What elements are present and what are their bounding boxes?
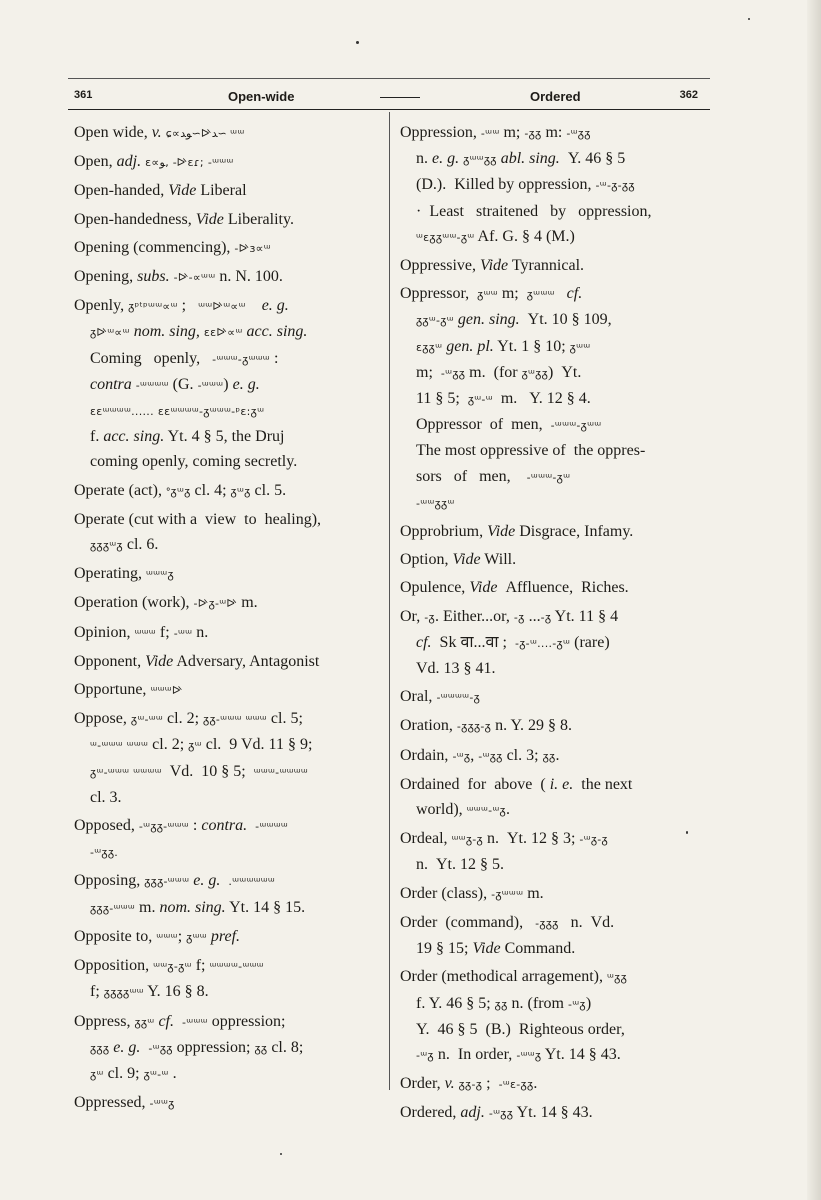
entry-continuation: Y. 46 § 5 (B.) Righteous order, [416,1020,625,1038]
running-header [68,86,710,108]
dictionary-entry [74,706,380,810]
entry-headline: Oral, -ᵚᵚᵚᵚ-ᵹ [400,688,481,706]
entry-continuation: m; -ᵚᵹᵹ m. (for ᵹᵚᵹᵹ) Yt. [416,363,582,381]
header-rule [68,109,710,110]
entry-continuation: -ᵚᵹᵹ. [90,846,119,860]
dictionary-entry [400,881,710,907]
entry-continuation: ᵹᵹᵹᵚᵹ cl. 6. [90,536,159,554]
entry-headline: Opposition, ᵚᵚᵹ-ᵹᵚ f; ᵚᵚᵚᵚ-ᵚᵚᵚ [74,957,264,975]
entry-headline: Operate (cut with a view to healing), [74,510,322,528]
print-speck [686,831,688,834]
dictionary-entry [400,120,710,250]
dictionary-entry [74,561,380,587]
entry-continuation: ɛɛᵚᵚᵚᵚ...... ɛɛᵚᵚᵚᵚ-ᵹᵚᵚᵚ-ᵖɛ:ᵹᵚ [90,405,265,419]
dictionary-entry [74,590,380,616]
entry-continuation: n. e. g. ᵹᵚᵚᵹᵹ abl. sing. Y. 46 § 5 [416,150,626,168]
top-rule [68,78,710,79]
entry-headline: Opposed, -ᵚᵹᵹ-ᵚᵚᵚ : contra. -ᵚᵚᵚᵚ [74,817,289,835]
dictionary-entry [400,547,710,572]
guide-word-left: Open-wide [228,89,295,104]
dictionary-entry [400,281,710,516]
entry-continuation: ᵹᵹᵹ-ᵚᵚᵚ m. nom. sing. Yt. 14 § 15. [90,898,306,916]
dictionary-entry [400,826,710,877]
entry-continuation: Coming openly, -ᵚᵚᵚ-ᵹᵚᵚᵚ : [90,349,279,367]
dictionary-entry [400,604,710,682]
entry-continuation: The most oppressive of the oppres- [416,442,646,460]
entry-continuation: ᵚ-ᵚᵚᵚ ᵚᵚᵚ cl. 2; ᵹᵚ cl. 9 Vd. 11 § 9; [90,736,313,754]
entry-continuation: ᵹᐭᵚ∝ᵚ nom. sing, ɛɛᐭ∝ᵚ acc. sing. [90,323,308,341]
dictionary-entry [74,293,380,474]
dictionary-entry [74,264,380,290]
entry-headline: Open-handed, Vide Liberal [74,182,247,200]
entry-headline: Or, -ᵹ. Either...or, -ᵹ ...-ᵹ Yt. 11 § 4 [400,607,619,625]
entry-continuation: ᵹᵹᵚ-ᵹᵚ gen. sing. Yt. 10 § 109, [416,311,612,329]
header-dash [380,97,420,98]
page-number-right: 362 [679,89,698,101]
entry-continuation: 19 § 15; Vide Command. [416,940,576,958]
entry-continuation: ᵹᵚ-ᵚᵚᵚ ᵚᵚᵚᵚ Vd. 10 § 5; ᵚᵚᵚ-ᵚᵚᵚᵚ [90,762,309,780]
entry-headline: Opening (commencing), -ᐭɜ∝ᵚ [74,238,271,256]
entry-continuation: 11 § 5; ᵹᵚ-ᵚ m. Y. 12 § 4. [416,390,591,408]
print-speck [356,41,359,44]
column-divider [389,112,390,1090]
entry-headline: Operating, ᵚᵚᵚᵹ [74,565,174,583]
entry-headline: Opposing, ᵹᵹᵹ-ᵚᵚᵚ e. g. .ᵚᵚᵚᵚᵚᵚ [74,872,276,890]
entry-continuation: world), ᵚᵚᵚ-ᵚᵹ. [416,801,510,819]
entry-headline: Opulence, Vide Affluence, Riches. [400,579,629,597]
dictionary-entry [74,478,380,504]
entry-headline: Open wide, v. ɕ∝ﻮﺪ∽ᐭﺪ∽ ᵚᵚ [74,124,245,141]
dictionary-entry [74,235,380,261]
entry-headline: Opportune, ᵚᵚᵚᐭ [74,681,183,699]
entry-continuation: ᵹᵹᵹ e. g. -ᵚᵹᵹ oppression; ᵹᵹ cl. 8; [90,1038,304,1056]
entry-headline: Opposite to, ᵚᵚᵚ; ᵹᵚᵚ pref. [74,927,241,945]
entry-headline: Ordained for above ( i. e. the next [400,775,633,793]
dictionary-entry [400,910,710,961]
dictionary-entry [400,684,710,710]
entry-continuation: -ᵚᵹ n. In order, -ᵚᵚᵹ Yt. 14 § 43. [416,1045,621,1063]
entry-continuation: cl. 3. [90,788,122,806]
entry-headline: Opprobrium, Vide Disgrace, Infamy. [400,523,634,541]
dictionary-entry [74,149,380,175]
entry-continuation: contra -ᵚᵚᵚᵚ (G. -ᵚᵚᵚ) e. g. [90,375,260,393]
entry-headline: Oppressor, ᵹᵚᵚ m; ᵹᵚᵚᵚ cf. [400,285,583,303]
print-speck [748,18,750,20]
guide-word-right: Ordered [530,89,581,104]
dictionary-entry [400,713,710,739]
entry-headline: Openly, ᵹᵖᵗᵖᵚᵚ∝ᵚ ; ᵚᵚᐭᵚ∝ᵚ e. g. [74,297,289,315]
dictionary-entry [74,1009,380,1088]
print-speck [280,1153,282,1155]
dictionary-entry [74,677,380,703]
entry-continuation: ᵚɛᵹᵹᵚᵚ-ᵹᵚ Af. G. § 4 (M.) [416,227,575,245]
entry-headline: Oration, -ᵹᵹᵹ-ᵹ n. Y. 29 § 8. [400,717,573,735]
dictionary-entry [74,649,380,674]
entry-headline: Oppressive, Vide Tyrannical. [400,257,585,275]
dictionary-entry [74,207,380,232]
dictionary-entry [74,507,380,558]
entry-headline: Oppress, ᵹᵹᵚ cf. -ᵚᵚᵚ oppression; [74,1012,286,1030]
entry-headline: Order (command), -ᵹᵹᵹ n. Vd. [400,913,615,931]
entry-continuation: cf. Sk वा...वा ; -ᵹ-ᵚ....-ᵹᵚ (rare) [416,633,610,651]
entry-continuation: Vd. 13 § 41. [416,660,496,678]
entry-headline: Ordered, adj. -ᵚᵹᵹ Yt. 14 § 43. [400,1104,593,1122]
dictionary-entry [400,1071,710,1097]
entry-headline: Order (class), -ᵹᵚᵚᵚ m. [400,884,544,902]
dictionary-entry [74,178,380,203]
entry-headline: Ordain, -ᵚᵹ, -ᵚᵹᵹ cl. 3; ᵹᵹ. [400,746,560,764]
entry-continuation: · Least straitened by oppression, [416,202,652,220]
left-column [74,120,380,1119]
dictionary-entry [400,575,710,600]
entry-headline: Oppression, -ᵚᵚ m; -ᵹᵹ m: -ᵚᵹᵹ [400,124,591,141]
entry-headline: Opinion, ᵚᵚᵚ f; -ᵚᵚ n. [74,623,209,641]
entry-continuation: Oppressor of men, -ᵚᵚᵚ-ᵹᵚᵚ [416,416,602,434]
dictionary-entry [400,743,710,769]
entry-headline: Order (methodical arragement), ᵚᵹᵹ [400,968,628,986]
dictionary-entry [74,1090,380,1116]
entry-continuation: ᵹᵚ cl. 9; ᵹᵚ-ᵚ . [90,1064,177,1082]
entry-continuation: n. Yt. 12 § 5. [416,856,504,874]
entry-continuation: f; ᵹᵹᵹᵹᵚᵚ Y. 16 § 8. [90,983,209,1001]
entry-headline: Operation (work), -ᐭᵹ-ᵚᐭ m. [74,594,258,612]
entry-headline: Order, v. ᵹᵹ-ᵹ ; -ᵚɛ-ᵹᵹ. [400,1075,538,1093]
entry-continuation: -ᵚᵚᵹᵹᵚ [416,496,455,510]
entry-continuation: coming openly, coming secretly. [90,453,298,471]
page-number-left: 361 [74,89,93,101]
right-column [400,120,710,1130]
entry-continuation: ɛᵹᵹᵚ gen. pl. Yt. 1 § 10; ᵹᵚᵚ [416,337,591,355]
entry-headline: Operate (act), ᐤᵹᵚᵹ cl. 4; ᵹᵚᵹ cl. 5. [74,481,287,499]
dictionary-entry [400,253,710,278]
page-edge [807,0,821,1200]
dictionary-entry [74,868,380,920]
entry-headline: Opening, subs. -ᐭ-∝ᵚᵚ n. N. 100. [74,268,283,286]
dictionary-entry [400,519,710,544]
entry-headline: Option, Vide Will. [400,551,517,569]
dictionary-entry [400,964,710,1068]
entry-continuation: (D.). Killed by oppression, -ᵚ-ᵹ-ᵹᵹ [416,176,635,194]
dictionary-entry [400,772,710,823]
entry-continuation: sors of men, -ᵚᵚᵚ-ᵹᵚ [416,467,571,485]
entry-headline: Ordeal, ᵚᵚᵹ-ᵹ n. Yt. 12 § 3; -ᵚᵹ-ᵹ [400,830,608,848]
entry-headline: Oppose, ᵹᵚ-ᵚᵚ cl. 2; ᵹᵹ-ᵚᵚᵚ ᵚᵚᵚ cl. 5; [74,710,303,728]
dictionary-entry [74,620,380,646]
entry-headline: Open-handedness, Vide Liberality. [74,210,294,228]
entry-headline: Open, adj. ɛ∝ﻮ, -ᐭɛɾ; -ᵚᵚᵚ [74,153,234,171]
dictionary-entry [400,1100,710,1126]
entry-headline: Opponent, Vide Adversary, Antagonist [74,652,320,670]
entry-headline: Oppressed, -ᵚᵚᵹ [74,1094,175,1112]
dictionary-entry [74,813,380,865]
dictionary-entry [74,953,380,1005]
dictionary-entry [74,120,380,146]
entry-continuation: f. Y. 46 § 5; ᵹᵹ n. (from -ᵚᵹ) [416,994,592,1012]
entry-continuation: f. acc. sing. Yt. 4 § 5, the Druj [90,428,285,446]
dictionary-entry [74,924,380,950]
